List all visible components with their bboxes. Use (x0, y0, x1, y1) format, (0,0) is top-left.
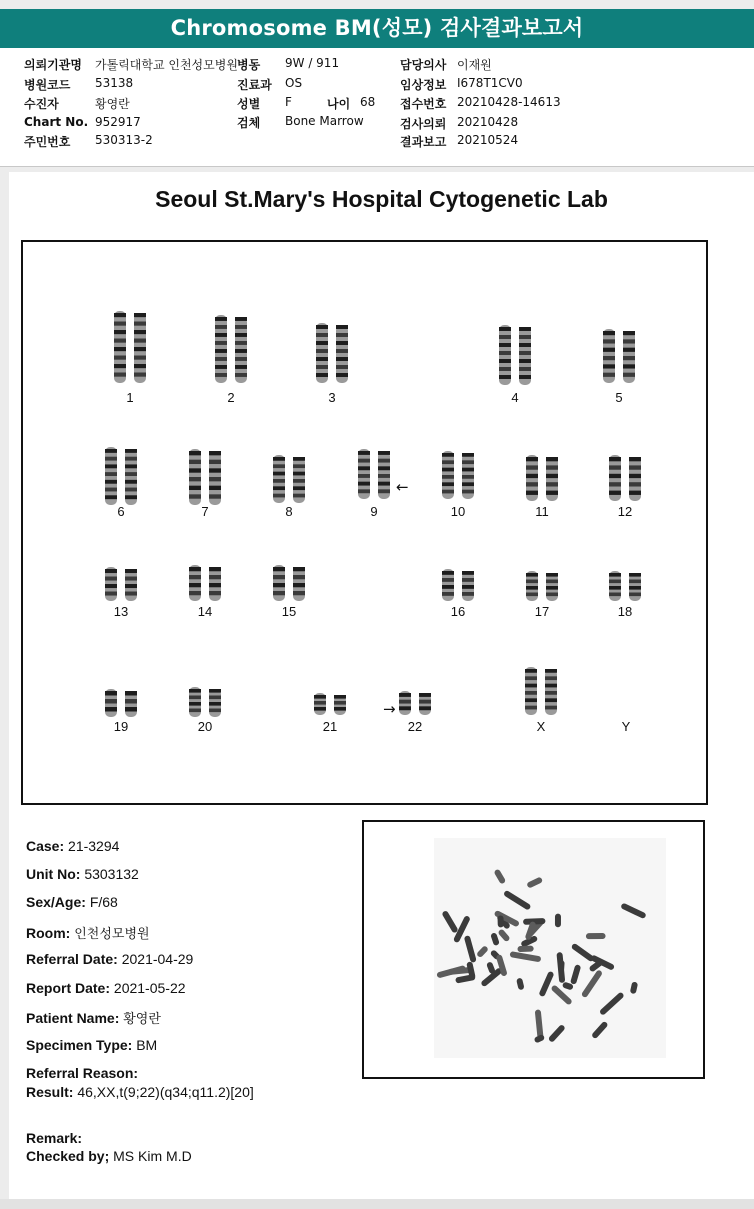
chromosome-pair-8 (266, 454, 312, 504)
sex-value: F (285, 95, 292, 109)
chromosome-pair-20 (182, 686, 228, 718)
patient-name-value: 황영란 (123, 1011, 161, 1026)
accession-value: 20210428-14613 (457, 95, 561, 109)
doctor-label: 담당의사 (400, 58, 447, 72)
chromosome-label-16: 16 (450, 604, 466, 619)
chromosome-pair-9 (351, 448, 397, 500)
chromosome-label-7: 7 (201, 504, 209, 519)
lab-title: Seoul St.Mary's Hospital Cytogenetic Lab (155, 186, 608, 212)
ward-label: 병동 (237, 58, 261, 72)
chromosome-label-14: 14 (197, 604, 213, 619)
checked-by-label: Checked by; (26, 1148, 110, 1164)
chromosome-pair-16 (435, 568, 481, 602)
chromosome-pair-14 (182, 564, 228, 602)
specimen-type-label: Specimen Type: (26, 1037, 133, 1053)
cytogenetic-report (9, 172, 754, 1199)
accession-label: 접수번호 (400, 97, 447, 111)
request-date-value: 20210428 (457, 115, 519, 129)
chromosome-22-arrow: → (383, 700, 396, 718)
chromosome-label-X: X (536, 719, 546, 734)
chromosome-pair-7 (182, 448, 228, 506)
clinical-info-value: I678T1CV0 (457, 76, 523, 90)
chromosome-label-9: 9 (370, 504, 378, 519)
report-title: Chromosome BM(성모) 검사결과보고서 (170, 16, 584, 40)
chromosome-label-22: 22 (407, 719, 423, 734)
bottom-bar (0, 1199, 754, 1209)
chromosome-pair-18 (602, 570, 648, 602)
sex-age-label: Sex/Age: (26, 894, 86, 910)
room-label: Room: (26, 925, 71, 941)
ward-value: 9W / 911 (285, 56, 340, 70)
referral-date-value: 2021-04-29 (121, 951, 194, 967)
specimen-type-value: BM (136, 1037, 158, 1053)
chart-no-label: Chart No. (24, 115, 89, 129)
clinical-info-label: 임상정보 (400, 78, 447, 92)
metaphase-image-panel (362, 820, 705, 1079)
id-number-value: 530313-2 (95, 133, 153, 147)
sex-age-value: F/68 (89, 894, 118, 910)
institution-value: 가톨릭대학교 인천성모병원 (95, 58, 238, 72)
karyotype-panel (21, 240, 708, 805)
report-title-bar (0, 9, 754, 48)
unit-no-label: Unit No: (26, 866, 81, 882)
metaphase-chromosomes (434, 838, 666, 1058)
chromosome-label-18: 18 (617, 604, 633, 619)
chromosome-pair-19 (98, 688, 144, 718)
case-value: 21-3294 (68, 838, 120, 854)
chart-no-value: 952917 (95, 115, 141, 129)
chromosome-pair-12 (602, 454, 648, 502)
chromosome-pair-5 (596, 328, 642, 384)
dept-label: 진료과 (237, 78, 272, 92)
chromosome-label-8: 8 (285, 504, 293, 519)
chromosome-label-1: 1 (126, 390, 134, 405)
result-label: Result: (26, 1084, 74, 1100)
patient-value: 황영란 (95, 97, 130, 111)
id-number-label: 주민번호 (24, 135, 71, 149)
specimen-label: 검체 (237, 116, 261, 130)
specimen-value: Bone Marrow (285, 114, 364, 128)
chromosome-pair-15 (266, 564, 312, 602)
hospital-code-label: 병원코드 (24, 78, 71, 92)
chromosome-pair-2 (208, 314, 254, 384)
checked-by-value: MS Kim M.D (113, 1148, 192, 1164)
result-report-label: 결과보고 (400, 135, 447, 149)
doctor-value: 이재원 (457, 58, 492, 72)
report-date-label: Report Date: (26, 980, 111, 996)
chromosome-pair-4 (492, 324, 538, 386)
chromosome-label-4: 4 (511, 390, 519, 405)
result-value: 46,XX,t(9;22)(q34;q11.2)[20] (77, 1084, 254, 1100)
referral-reason-label: Referral Reason: (26, 1065, 139, 1081)
age-label: 나이 (327, 97, 351, 111)
metaphase-spread (434, 838, 666, 1058)
chromosome-pair-21 (307, 692, 353, 716)
chromosome-pair-X (518, 666, 564, 716)
institution-label: 의뢰기관명 (24, 58, 82, 72)
chromosome-label-10: 10 (450, 504, 466, 519)
chromosome-9-arrow: ← (396, 478, 409, 496)
dept-value: OS (285, 76, 303, 90)
chromosome-label-3: 3 (328, 390, 336, 405)
sex-label: 성별 (237, 97, 261, 111)
chromosome-label-15: 15 (281, 604, 297, 619)
report-date-value: 2021-05-22 (113, 980, 186, 996)
patient-label: 수진자 (24, 97, 59, 111)
referral-date-label: Referral Date: (26, 951, 118, 967)
chromosome-label-11: 11 (535, 504, 549, 519)
unit-no-value: 5303132 (84, 866, 139, 882)
chromosome-label-20: 20 (197, 719, 213, 734)
room-value: 인천성모병원 (74, 926, 150, 941)
chromosome-pair-6 (98, 446, 144, 506)
chromosome-pair-13 (98, 566, 144, 602)
chromosome-label-2: 2 (227, 390, 235, 405)
patient-info-panel (0, 48, 754, 167)
result-report-value: 20210524 (457, 133, 519, 147)
chromosome-label-12: 12 (617, 504, 633, 519)
chromosome-pair-17 (519, 570, 565, 602)
case-label: Case: (26, 838, 65, 854)
chromosome-label-5: 5 (615, 390, 623, 405)
request-date-label: 검사의뢰 (400, 117, 447, 131)
chromosome-label-Y: Y (621, 719, 631, 734)
chromosome-label-6: 6 (117, 504, 125, 519)
chromosome-label-13: 13 (113, 604, 129, 619)
hospital-code-value: 53138 (95, 76, 134, 90)
chromosome-label-17: 17 (534, 604, 550, 619)
remark-label: Remark: (26, 1130, 83, 1146)
chromosome-label-19: 19 (113, 719, 129, 734)
chromosome-pair-22 (392, 690, 438, 716)
chromosome-pair-1 (107, 310, 153, 384)
chromosome-pair-10 (435, 450, 481, 500)
chromosome-label-21: 21 (322, 719, 338, 734)
chromosome-pair-11 (519, 454, 565, 502)
age-value: 68 (360, 95, 376, 109)
chromosome-pair-3 (309, 322, 355, 384)
patient-name-label: Patient Name: (26, 1010, 120, 1026)
